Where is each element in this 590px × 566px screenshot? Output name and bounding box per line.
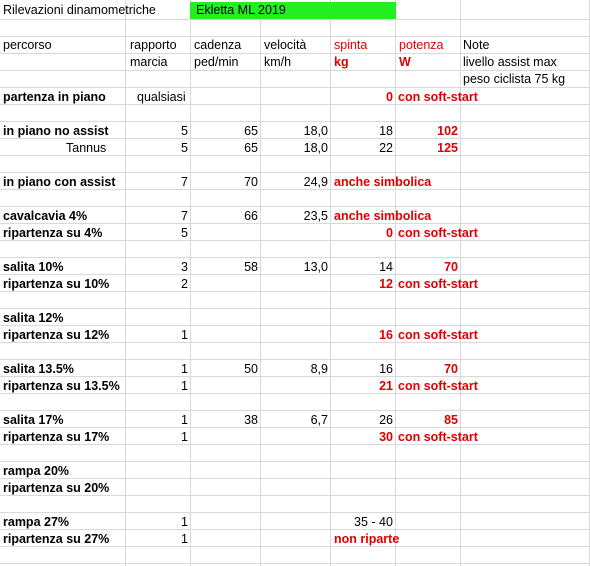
cell-potenza[interactable]: con soft-start bbox=[398, 277, 478, 291]
cell-potenza[interactable] bbox=[395, 463, 458, 480]
row-divider bbox=[0, 461, 590, 462]
cell-spinta[interactable]: 21 bbox=[379, 379, 393, 393]
cell-cadenza[interactable] bbox=[190, 378, 258, 395]
cell-cadenza[interactable]: 50 bbox=[244, 362, 258, 376]
cell-rapporto[interactable]: 1 bbox=[181, 328, 188, 342]
header-note-assist[interactable]: livello assist max bbox=[463, 55, 557, 69]
cell-percorso[interactable]: Tannus bbox=[66, 141, 107, 155]
cell-potenza[interactable] bbox=[395, 531, 458, 548]
cell-cadenza[interactable] bbox=[190, 89, 258, 106]
cell-velocita[interactable] bbox=[260, 514, 328, 531]
cell-potenza[interactable]: 102 bbox=[437, 124, 458, 138]
cell-cadenza[interactable]: 38 bbox=[244, 413, 258, 427]
cell-rapporto[interactable]: qualsiasi bbox=[137, 90, 186, 104]
cell-velocita[interactable] bbox=[260, 480, 328, 497]
cell-percorso[interactable]: rampa 27% bbox=[3, 515, 70, 529]
cell-spinta[interactable]: non riparte bbox=[334, 532, 400, 546]
header-rapporto[interactable]: rapporto bbox=[130, 38, 177, 52]
cell-cadenza[interactable]: 58 bbox=[244, 260, 258, 274]
header-spinta-sub[interactable]: kg bbox=[334, 55, 349, 69]
cell-potenza[interactable]: 70 bbox=[444, 260, 458, 274]
row-divider bbox=[0, 563, 590, 564]
cell-velocita[interactable]: 18,0 bbox=[303, 141, 328, 155]
cell-potenza[interactable] bbox=[395, 174, 458, 191]
header-percorso[interactable]: percorso bbox=[3, 38, 52, 52]
cell-rapporto[interactable] bbox=[125, 310, 188, 327]
cell-spinta[interactable]: 35 - 40 bbox=[354, 515, 393, 529]
row-divider bbox=[0, 19, 590, 20]
row-divider bbox=[0, 512, 590, 513]
row-divider bbox=[0, 359, 590, 360]
cell-spinta[interactable]: 26 bbox=[379, 413, 393, 427]
cell-velocita[interactable] bbox=[260, 310, 328, 327]
cell-percorso[interactable]: in piano con assist bbox=[3, 175, 116, 189]
cell-spinta[interactable]: 12 bbox=[379, 277, 393, 291]
cell-spinta[interactable] bbox=[330, 463, 393, 480]
cell-potenza[interactable]: con soft-start bbox=[398, 430, 478, 444]
row-divider bbox=[0, 121, 590, 122]
cell-rapporto[interactable] bbox=[125, 480, 188, 497]
cell-percorso[interactable]: salita 17% bbox=[3, 413, 64, 427]
cell-percorso[interactable]: salita 13.5% bbox=[3, 362, 74, 376]
cell-velocita[interactable] bbox=[260, 378, 328, 395]
cell-velocita[interactable]: 18,0 bbox=[303, 124, 328, 138]
cell-percorso[interactable]: in piano no assist bbox=[3, 124, 109, 138]
cell-cadenza[interactable] bbox=[190, 531, 258, 548]
cell-percorso[interactable]: ripartenza su 27% bbox=[3, 532, 110, 546]
cell-velocita[interactable]: 23,5 bbox=[303, 209, 328, 223]
cell-cadenza[interactable] bbox=[190, 429, 258, 446]
cell-percorso[interactable]: ripartenza su 13.5% bbox=[3, 379, 120, 393]
header-cadenza-sub[interactable]: ped/min bbox=[194, 55, 239, 69]
cell-velocita[interactable] bbox=[260, 463, 328, 480]
cell-spinta[interactable] bbox=[330, 480, 393, 497]
cell-rapporto[interactable]: 5 bbox=[181, 141, 188, 155]
cell-spinta[interactable]: anche simbolica bbox=[334, 209, 432, 223]
cell-rapporto[interactable]: 7 bbox=[181, 209, 188, 223]
cell-percorso[interactable]: salita 10% bbox=[3, 260, 64, 274]
cell-percorso[interactable]: ripartenza su 4% bbox=[3, 226, 103, 240]
cell-rapporto[interactable]: 1 bbox=[181, 379, 188, 393]
row-divider bbox=[0, 308, 590, 309]
cell-velocita[interactable] bbox=[260, 531, 328, 548]
cell-percorso[interactable]: partenza in piano bbox=[3, 90, 106, 104]
cell-potenza[interactable] bbox=[395, 208, 458, 225]
cell-velocita[interactable]: 13,0 bbox=[303, 260, 328, 274]
cell-potenza[interactable]: 125 bbox=[437, 141, 458, 155]
cell-spinta[interactable]: anche simbolica bbox=[334, 175, 432, 189]
cell-velocita[interactable] bbox=[260, 225, 328, 242]
cell-cadenza[interactable]: 65 bbox=[244, 141, 258, 155]
cell-rapporto[interactable]: 7 bbox=[181, 175, 188, 189]
header-velocita-sub[interactable]: km/h bbox=[264, 55, 292, 69]
cell-velocita[interactable] bbox=[260, 327, 328, 344]
cell-velocita[interactable]: 8,9 bbox=[310, 362, 328, 376]
cell-cadenza[interactable] bbox=[190, 225, 258, 242]
cell-rapporto[interactable]: 1 bbox=[181, 362, 188, 376]
cell-velocita[interactable] bbox=[260, 429, 328, 446]
cell-rapporto[interactable]: 5 bbox=[181, 226, 188, 240]
model-label[interactable]: Ekletta ML 2019 bbox=[196, 3, 286, 17]
cell-percorso[interactable]: rampa 20% bbox=[3, 464, 70, 478]
cell-percorso[interactable]: cavalcavia 4% bbox=[3, 209, 88, 223]
cell-rapporto[interactable]: 1 bbox=[181, 413, 188, 427]
cell-potenza[interactable]: 70 bbox=[444, 362, 458, 376]
cell-velocita[interactable] bbox=[260, 276, 328, 293]
cell-percorso[interactable]: ripartenza su 12% bbox=[3, 328, 110, 342]
cell-percorso[interactable]: ripartenza su 17% bbox=[3, 430, 110, 444]
cell-potenza[interactable]: con soft-start bbox=[398, 328, 478, 342]
row-divider bbox=[0, 410, 590, 411]
cell-potenza[interactable]: 85 bbox=[444, 413, 458, 427]
row-divider bbox=[0, 257, 590, 258]
cell-potenza[interactable] bbox=[395, 480, 458, 497]
header-rapporto-sub[interactable]: marcia bbox=[130, 55, 168, 69]
cell-potenza[interactable]: con soft-start bbox=[398, 379, 478, 393]
cell-velocita[interactable] bbox=[260, 89, 328, 106]
cell-rapporto[interactable]: 5 bbox=[181, 124, 188, 138]
cell-cadenza[interactable]: 70 bbox=[244, 175, 258, 189]
header-cadenza[interactable]: cadenza bbox=[194, 38, 242, 52]
cell-cadenza[interactable] bbox=[190, 514, 258, 531]
cell-rapporto[interactable]: 3 bbox=[181, 260, 188, 274]
header-note-peso[interactable]: peso ciclista 75 kg bbox=[463, 72, 566, 86]
cell-spinta[interactable]: 18 bbox=[379, 124, 393, 138]
cell-spinta[interactable]: 16 bbox=[379, 328, 393, 342]
cell-spinta[interactable]: 0 bbox=[386, 90, 393, 104]
cell-potenza[interactable]: con soft-start bbox=[398, 90, 478, 104]
cell-cadenza[interactable] bbox=[190, 327, 258, 344]
header-potenza-sub[interactable]: W bbox=[399, 55, 411, 69]
row-divider bbox=[0, 206, 590, 207]
cell-rapporto[interactable]: 1 bbox=[181, 515, 188, 529]
header-spinta[interactable]: spinta bbox=[334, 38, 368, 52]
cell-spinta[interactable] bbox=[330, 310, 393, 327]
cell-velocita[interactable]: 24,9 bbox=[303, 175, 328, 189]
header-velocita[interactable]: velocità bbox=[264, 38, 307, 52]
cell-spinta[interactable]: 14 bbox=[379, 260, 393, 274]
cell-potenza[interactable] bbox=[395, 514, 458, 531]
cell-rapporto[interactable]: 1 bbox=[181, 532, 188, 546]
cell-spinta[interactable]: 30 bbox=[379, 430, 393, 444]
cell-percorso[interactable]: ripartenza su 10% bbox=[3, 277, 110, 291]
row-divider bbox=[0, 172, 590, 173]
cell-percorso[interactable]: ripartenza su 20% bbox=[3, 481, 110, 495]
cell-cadenza[interactable]: 66 bbox=[244, 209, 258, 223]
sheet-title[interactable]: Rilevazioni dinamometriche bbox=[3, 3, 156, 17]
cell-rapporto[interactable] bbox=[125, 463, 188, 480]
cell-spinta[interactable]: 22 bbox=[379, 141, 393, 155]
cell-cadenza[interactable] bbox=[190, 276, 258, 293]
cell-rapporto[interactable]: 1 bbox=[181, 430, 188, 444]
cell-cadenza[interactable] bbox=[190, 480, 258, 497]
cell-percorso[interactable]: salita 12% bbox=[3, 311, 64, 325]
cell-cadenza[interactable] bbox=[190, 310, 258, 327]
cell-spinta[interactable]: 0 bbox=[386, 226, 393, 240]
header-potenza[interactable]: potenza bbox=[399, 38, 444, 52]
cell-cadenza[interactable]: 65 bbox=[244, 124, 258, 138]
cell-potenza[interactable] bbox=[395, 310, 458, 327]
cell-spinta[interactable]: 16 bbox=[379, 362, 393, 376]
cell-potenza[interactable]: con soft-start bbox=[398, 226, 478, 240]
header-note[interactable]: Note bbox=[463, 38, 490, 52]
cell-rapporto[interactable]: 2 bbox=[181, 277, 188, 291]
cell-cadenza[interactable] bbox=[190, 463, 258, 480]
cell-velocita[interactable]: 6,7 bbox=[310, 413, 328, 427]
